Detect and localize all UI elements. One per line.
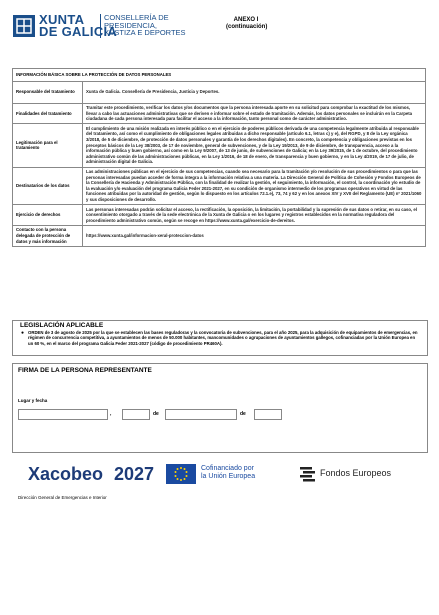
table-row: Contacto con la persona delegada de protección de datos y más información https://www.xunta.gal/informacion-xeral-proteccion-datos (13, 225, 426, 246)
place-date-label: Lugar y fecha (18, 398, 48, 403)
direction-name: Dirección General de Emergencias e Interior (18, 495, 107, 500)
fondos-europeos-icon (300, 466, 316, 482)
day-field[interactable] (122, 409, 150, 420)
fondos-europeos-text: Fondos Europeos (320, 468, 392, 478)
xunta-logo-icon (13, 15, 35, 37)
table-row: Ejercicio de derechos Las personas interesadas podrán solicitar el acceso, la rectificación, la oposición, la limitación, la portabilidad y la supresión de sus datos o retirar, en su caso, el consentimiento otorgado a través de la sede electrónica de la Xunta de Galicia o en los lugares y registros establecidos en la normativa reguladora del procedimiento administrativo común, según se recoge en https://www.xunta.gal/exercicio-de-dereitos. (13, 205, 426, 226)
table-row: Destinatarios de los datos Las administraciones públicas en el ejercicio de sus competencias, cuando sea necesario para la tramitación y/o resolución de sus procedimientos o para que las personas interesadas puedan acceder de forma íntegra a la información relativa a una materia. La Dirección General de Política de Cohesión y Fondos Europeos de la Consellería de Hacienda y Administración Pública, con la finalidad de realizar la gestión, el seguimiento, la información, el control, la coordinación y/o estudio de la evaluación y/o evaluación del programa Galicia Feder 2021-2027, en su condición de organismo intermedio de los programas operativos en virtud de las funciones atribuidas por la autoridad de gestión, según lo dispuesto en los artículos 72.1.e), 73, 74 y 62 y en los anexos XIV y XVII del Reglamento (UE) nº 2021/1060 y sus disposiciones de desarrollo. (13, 167, 426, 205)
table-row: Legitimación para el tratamiento El cumplimiento de una misión realizada en interés público o en el ejercicio de poderes públicos derivada de una competencia legalmente atribuida al responsable del tratamiento, así como el cumplimiento de obligaciones legales atribuidas a dicho responsable (artículo 6.1, letras c) y e), del RGPD, y 8 de la Ley orgánica 3/2018, de 5 de diciembre, de protección de datos personales y garantía de los derechos digitales). En concreto, la competencia y obligaciones previstas en los preceptos básicos de la Ley 38/2003, de 17 de noviembre, general de subvenciones, y de la Ley 19/2013, de 9 de diciembre, de transparencia, acceso a la información pública y buen gobierno, así como en la Ley 9/2007, de 13 de junio, de subvenciones de Galicia; en la Ley 39/2015, de 1 de octubre, del procedimiento administrativo común de las administraciones públicas, en la Ley 1/2016, de 18 de enero, de transparencia y buen gobierno, y en la Ley 4/2019, de 17 de julio, de administración digital de Galicia. (13, 124, 426, 167)
footer-logos (12, 458, 426, 492)
place-field[interactable] (18, 409, 108, 420)
consellaria-name: CONSELLERÍA DE PRESIDENCIA, XUSTIZA E DEPORTES (100, 14, 186, 38)
legislation-title: LEGISLACIÓN APLICABLE (20, 322, 104, 329)
xacobeo-logo: Xacobeo (28, 464, 104, 484)
month-field[interactable] (165, 409, 237, 420)
signature-title: FIRMA DE LA PERSONA REPRESENTANTE (18, 367, 152, 374)
table-row: Responsable del tratamiento Xunta de Galicia. Consellería de Presidencia, Justicia y Deportes. (13, 81, 426, 103)
de-label-1: de (153, 411, 159, 417)
legislation-text: ORDEN de 3 de agosto de 2025 por la que se establecen las bases reguladoras y la convocatoria de subvenciones, para el año 2025, para la adquisición de equipamientos de emergencias, en régimen de concurrencia competitiva, a ayuntamientos de menos de 50.000 habitantes, mancomunidades o agrupaciones de ayuntamientos gallegos, cofinanciadas por la Unión Europea en un 60 %, en el marco del programa Galicia Feder 2021-2027 (código de procedimiento PR460A). (28, 330, 418, 346)
data-protection-title: INFORMACIÓN BÁSICA SOBRE LA PROTECCIÓN DE DATOS PERSONALES (13, 69, 426, 82)
eu-cofinance-text: Cofinanciado por la Unión Europea (201, 465, 256, 480)
eu-flag-icon (166, 464, 196, 484)
data-protection-table (12, 68, 426, 247)
year-field[interactable] (254, 409, 282, 420)
de-label-2: de (240, 411, 246, 417)
annex-label: ANEXO I (continuación) (226, 17, 268, 30)
signature-box (12, 363, 428, 453)
xacobeo-year: 2027 (114, 464, 155, 484)
table-row: Finalidades del tratamiento Tramitar este procedimiento, verificar los datos y/os documentos que la persona interesada aporte en su solicitud para comprobar la exactitud de los mismos, llevar a cabo las actuaciones administrativas que se deriven e informar sobre el estado de tramitación. Además, los datos personales se incluirán en la Carpeta ciudadana de cada persona interesada para facilitar el acceso a la información, tanto personal como de carácter administrativo. (13, 103, 426, 124)
comma-separator: , (110, 411, 112, 417)
xunta-logo-text: XUNTA DE GALICIA (39, 12, 118, 39)
bullet-icon: ● (21, 330, 25, 336)
